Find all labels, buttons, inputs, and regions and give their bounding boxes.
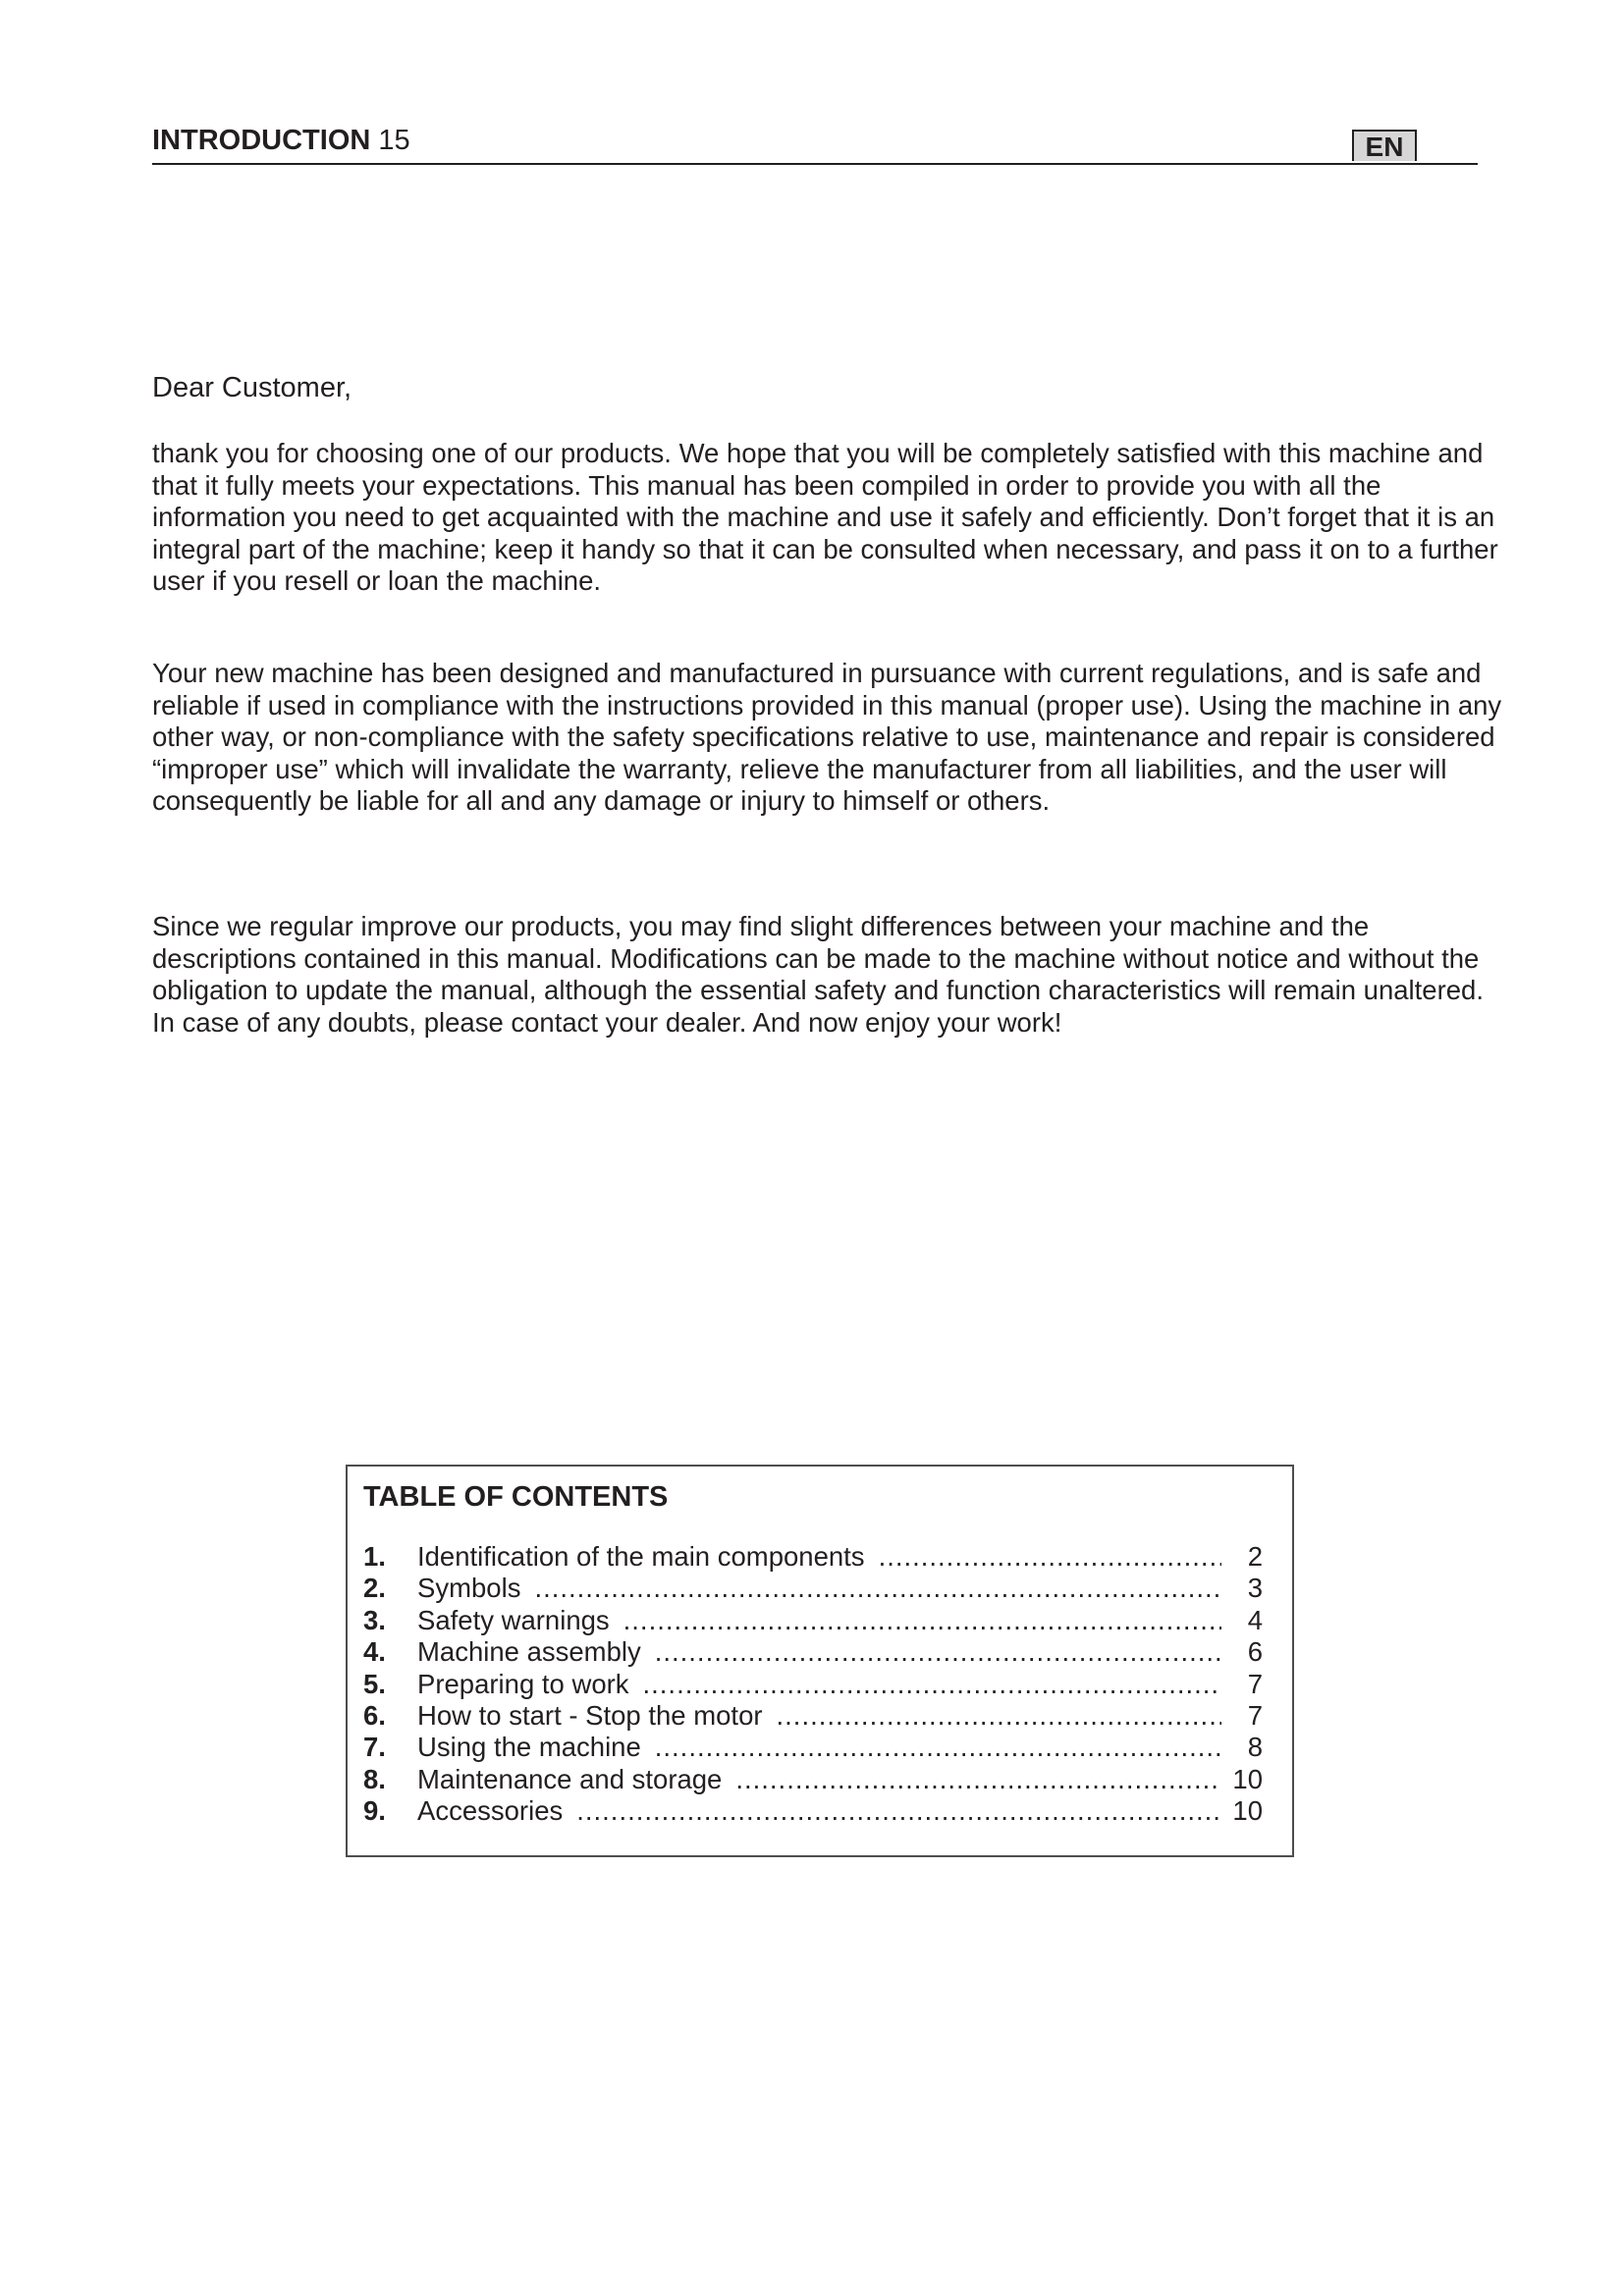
toc-leader-dots: [655, 1732, 1221, 1763]
toc-entry-number: 6.: [363, 1699, 386, 1731]
toc-entry-label: Machine assembly: [417, 1636, 641, 1668]
toc-entry: [363, 1732, 1263, 1763]
toc-list: [363, 1541, 1263, 1828]
toc-entry-number: 9.: [363, 1795, 386, 1827]
toc-entry-page: 8: [1247, 1732, 1263, 1763]
toc-entry-label: Preparing to work: [417, 1668, 629, 1699]
toc-title: TABLE OF CONTENTS: [363, 1481, 669, 1513]
toc-entry-label: Identification of the main components: [417, 1541, 865, 1572]
toc-entry-page: 7: [1247, 1668, 1263, 1699]
toc-entry: [363, 1573, 1263, 1604]
toc-entry-number: 7.: [363, 1732, 386, 1763]
toc-entry-number: 4.: [363, 1636, 386, 1668]
page-header: [152, 124, 1478, 165]
toc-entry-label: Using the machine: [417, 1732, 641, 1763]
toc-entry: [363, 1669, 1263, 1700]
toc-entry-page: 10: [1232, 1795, 1263, 1827]
toc-leader-dots: [643, 1669, 1221, 1700]
intro-paragraph-1: thank you for choosing one of our products. We hope that you will be completely satisfied with this machine and that it fully meets your expectations. This manual has been compiled in order to provide you with all the information you need to get acquainted with the machine and use it safely and efficiently. Don’t forget that it is an integral part of the machine; keep it handy so that it can be consulted when necessary, and pass it on to a further user if you resell or loan the machine.: [152, 438, 1498, 596]
toc-entry-page: 3: [1247, 1573, 1263, 1604]
toc-entry-page: 4: [1247, 1604, 1263, 1635]
table-of-contents: [346, 1465, 1294, 1857]
toc-entry-page: 6: [1247, 1636, 1263, 1668]
page-number: 15: [378, 125, 410, 156]
toc-entry-label: Maintenance and storage: [417, 1763, 723, 1794]
intro-paragraph-2: Your new machine has been designed and manufactured in pursuance with current regulations, and is safe and reliable if used in compliance with the instructions provided in this manual (proper use). Using the machine in any other way, or non-compliance with the safety specifications relative to use, maintenance and repair is considered “improper use” which will invalidate the warranty, relieve the manufacturer from all liabilities, and the user will consequently be liable for all and any damage or injury to himself or others.: [152, 658, 1502, 816]
toc-entry-number: 1.: [363, 1541, 386, 1572]
toc-leader-dots: [879, 1541, 1221, 1573]
toc-entry: [363, 1764, 1263, 1795]
toc-entry-label: Accessories: [417, 1795, 564, 1827]
toc-leader-dots: [534, 1573, 1221, 1604]
intro-paragraph-3: Since we regular improve our products, you may find slight differences between your machine and the descriptions contained in this manual. Modifications can be made to the machine without notice and without the obligation to update the manual, although the essential safety and function characteristics will remain unaltered. In case of any doubts, please contact your dealer. And now enjoy your work!: [152, 911, 1484, 1038]
toc-entry-page: 2: [1247, 1541, 1263, 1572]
salutation: Dear Customer,: [152, 372, 352, 403]
language-badge: EN: [1352, 130, 1417, 161]
toc-entry: [363, 1700, 1263, 1732]
toc-entry-label: Safety warnings: [417, 1604, 610, 1635]
toc-leader-dots: [576, 1795, 1221, 1827]
toc-entry-number: 5.: [363, 1668, 386, 1699]
section-title: INTRODUCTION: [152, 125, 371, 156]
toc-entry: [363, 1795, 1263, 1827]
header-title: [152, 124, 410, 157]
toc-leader-dots: [735, 1764, 1221, 1795]
toc-entry: [363, 1636, 1263, 1668]
toc-entry-number: 2.: [363, 1573, 386, 1604]
toc-entry-page: 10: [1232, 1763, 1263, 1794]
toc-entry: [363, 1605, 1263, 1636]
toc-entry-label: Symbols: [417, 1573, 521, 1604]
toc-entry-page: 7: [1247, 1699, 1263, 1731]
toc-entry-number: 8.: [363, 1763, 386, 1794]
toc-leader-dots: [655, 1636, 1221, 1668]
toc-entry: [363, 1541, 1263, 1573]
toc-entry-number: 3.: [363, 1604, 386, 1635]
toc-leader-dots: [623, 1605, 1221, 1636]
toc-entry-label: How to start - Stop the motor: [417, 1699, 763, 1731]
toc-leader-dots: [777, 1700, 1221, 1732]
